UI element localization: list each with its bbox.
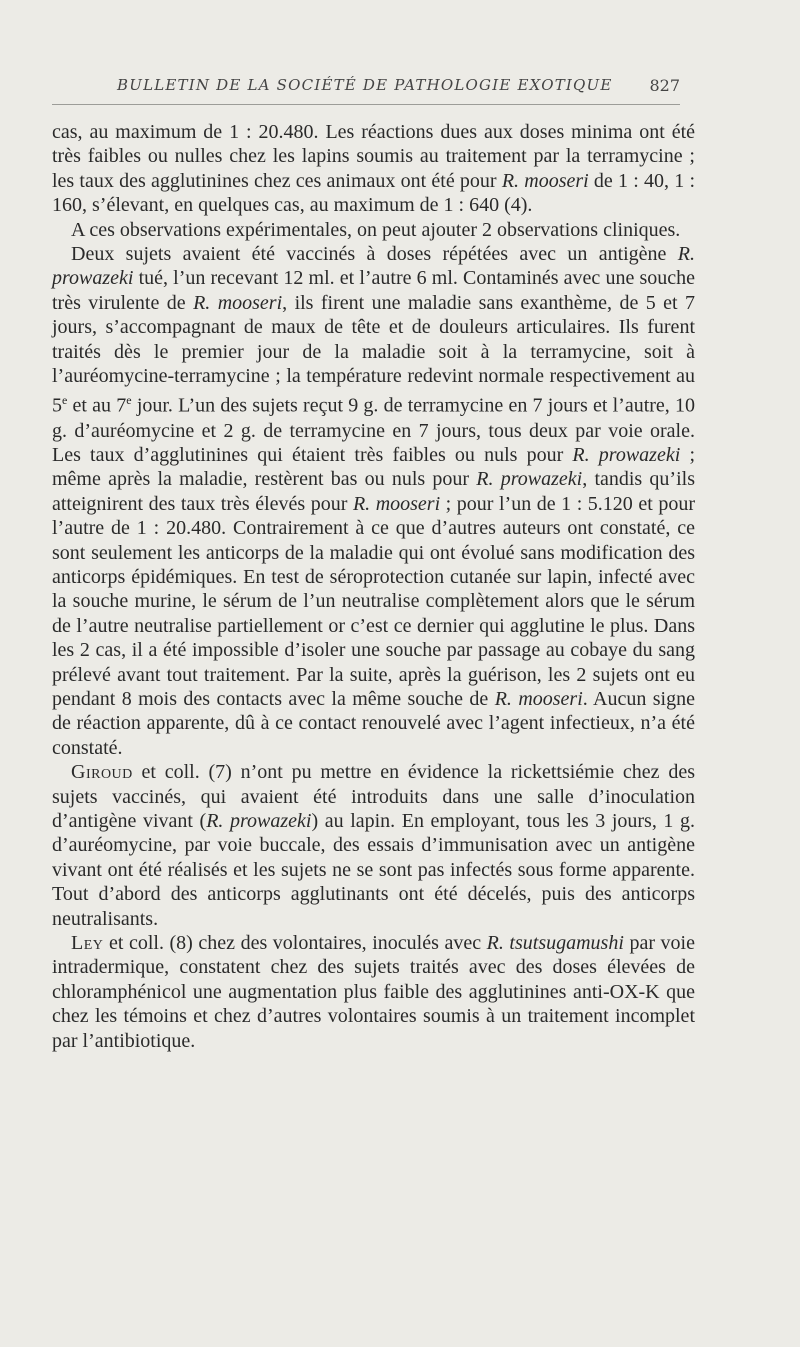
text-run: Deux sujets avaient été vaccinés à doses répétées avec un antigène [71,243,678,266]
italic-text: R. mooseri [494,688,583,710]
page-number: 827 [649,76,680,95]
text-run: ; même après la maladie, restèrent bas ou nuls pour [52,443,696,491]
paragraph [52,120,695,218]
text-run: , tandis qu’ils atteignirent des taux très élevés pour [52,468,695,515]
text-run: par voie intradermique, constatent chez des sujets traités avec des doses élevées de chloramphénicol une augmentation plus faible des agglutinines anti-OX-K que chez les témoins et chez d’autres volontaires soumis à un traitement incomplet par l’antibiotique. [52,932,695,1052]
journal-title: BULLETIN DE LA SOCIÉTÉ DE PATHOLOGIE EXOTIQUE [117,76,613,94]
text-run: , ils firent une maladie sans exanthème, de 5 et 7 jours, s’accompagnant de maux de tête et de douleurs articulaires. Ils furent traités dès le premier jour de la maladie soit à la terramycine, soit à l’auréomycine-terramycine ; la température redevint normale respectivement au 5 [52,291,696,418]
italic-text: R. mooseri [501,169,589,192]
text-run: tué, l’un recevant 12 ml. et l’autre 6 ml. Contaminés avec une souche très virulente de [52,267,695,314]
text-run: et coll. (7) n’ont pu mettre en évidence la rickettsiémie chez des sujets vaccinés, qui avaient été introduits dans une salle d’inoculation d’antigène vivant ( [52,761,695,833]
italic-text: R. mooseri [352,492,441,515]
italic-text: R. prowazeki [476,468,583,491]
text-run: ) au lapin. En employant, tous les 3 jours, 1 g. d’auréomycine, par voie buccale, des essais d’immunisation avec un antigène vivant ont été réalisés et les sujets ne se sont pas infectés sous forme apparente. Tout d’abord des anticorps agglutinants ont été décelés, puis des anticorps neutralisants. [52,810,695,930]
superscript-text: e [62,393,68,408]
text-run: . Aucun signe de réaction apparente, dû à ce contact renouvelé avec l’agent infectieux, n’a été constaté. [52,688,695,759]
paragraph [52,242,695,760]
italic-text: R. prowazeki [206,810,312,833]
italic-text: R. prowazeki [572,443,681,466]
italic-text: R. prowazeki [52,243,695,290]
text-run: jour. L’un des sujets reçut 9 g. de terramycine en 7 jours et l’autre, 10 g. d’auréomycine et 2 g. de terramycine en 7 jours, tous deux par voie orale. Les taux d’agglutinines qui étaient très faibles ou nuls pour [52,395,696,466]
paragraph [52,760,695,931]
italic-text: R. mooseri [193,291,283,314]
superscript-text: e [126,393,132,408]
header-rule [52,104,680,105]
text-run: cas, au maximum de 1 : 20.480. Les réactions dues aux doses minima ont été très faibles ou nulles chez les lapins soumis au traitement par la terramycine ; les taux des agglutinines chez ces animaux ont été pour [52,121,695,192]
paragraph [52,931,695,1053]
text-run: de 1 : 40, 1 : 160, s’élevant, en quelques cas, au maximum de 1 : 640 (4). [52,169,695,217]
text-run: A ces observations expérimentales, on peut ajouter 2 observations cliniques. [71,218,681,241]
paragraph [52,218,695,242]
text-run: ; pour l’un de 1 : 5.120 et pour l’autre de 1 : 20.480. Contrairement à ce que d’autres auteurs ont constaté, ce sont seulement les anticorps de la maladie qui ont évolué sans modification des anticorps épidémiques. En test de séroprotection cutanée sur lapin, infecté avec la souche murine, le sérum de l’un neutralise complètement alors que le sérum de l’autre neutralise partiellement or c’est ce dernier qui agglutine le plus. Dans les 2 cas, il a été impossible d’isoler une souche par passage au cobaye du sang prélevé avant tout traitement. Par la suite, après la guérison, les 2 sujets ont eu pendant 8 mois des contacts avec la même souche de [52,492,695,710]
author-name: Ley [71,932,104,955]
body-text [52,120,695,1053]
author-name: Giroud [71,761,133,784]
text-run: et au 7 [67,395,127,418]
running-header [50,76,680,106]
italic-text: R. tsutsugamushi [486,932,624,955]
text-run: et coll. (8) chez des volontaires, inoculés avec [103,932,487,955]
